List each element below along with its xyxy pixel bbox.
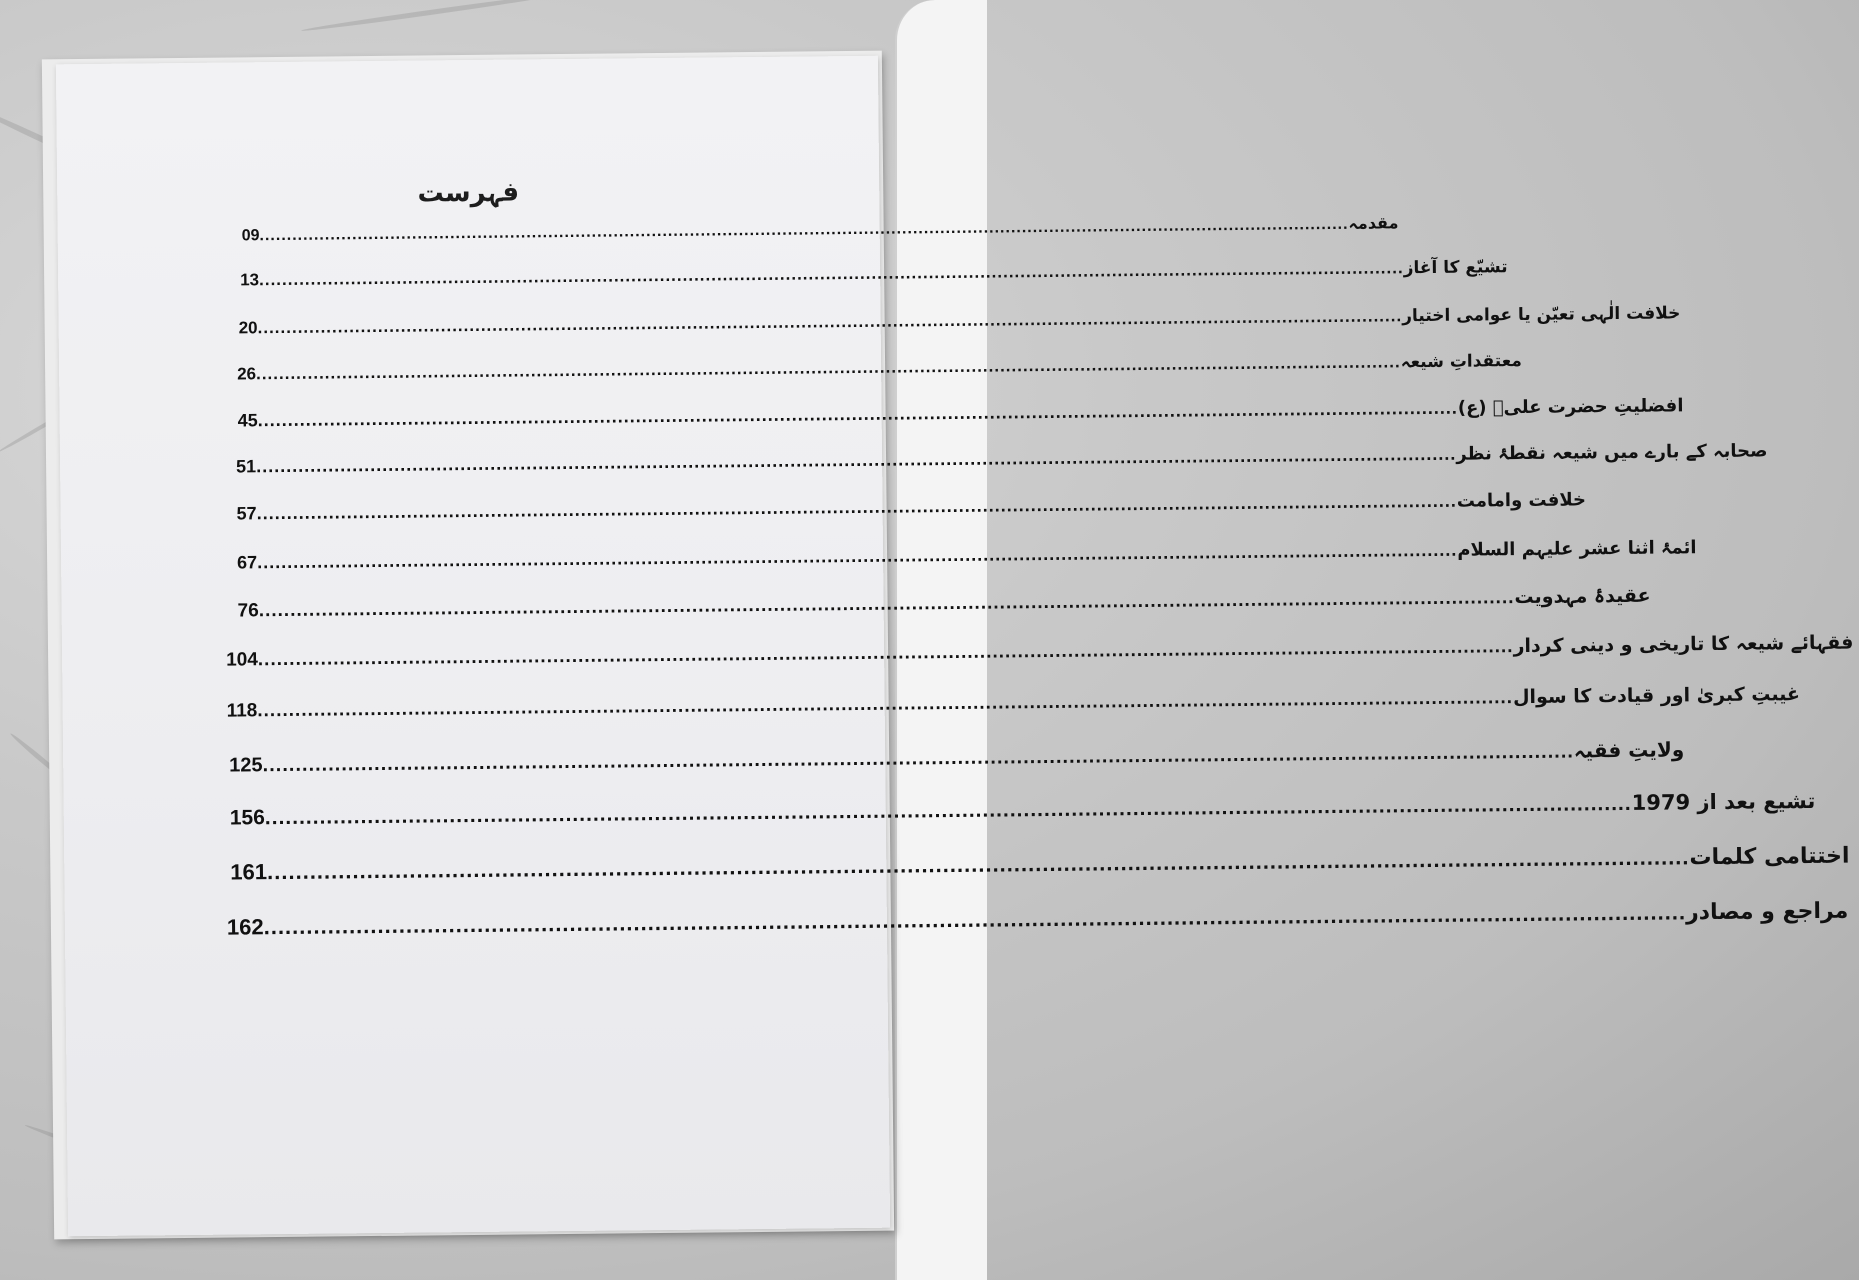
toc-entry-title: غیبتِ کبریٰ اور قیادت کا سوال	[1512, 683, 1801, 709]
toc-page-number: 13	[240, 270, 260, 290]
toc-entry	[226, 898, 1849, 940]
toc-page-number: 20	[238, 318, 258, 338]
toc-page-number: 104	[226, 649, 258, 671]
toc-entry	[237, 395, 1684, 432]
marble-vein	[301, 0, 559, 33]
toc-entry-title: مقدمہ	[1348, 213, 1399, 233]
toc-page-number: 67	[237, 552, 258, 573]
toc-dot-leader: ........................................................................................................................................................................................................	[257, 636, 1514, 671]
toc-page-number: 57	[236, 503, 257, 524]
toc-dot-leader: ........................................................................................................................................................................................................	[255, 352, 1401, 384]
adjacent-page-edge	[895, 0, 987, 1280]
toc-entry	[237, 537, 1697, 574]
toc-dot-leader: ........................................................................................................................................................................................................	[256, 490, 1457, 524]
toc-dot-leader: ........................................................................................................................................................................................................	[257, 306, 1403, 338]
toc-dot-leader: ........................................................................................................................................................................................................	[263, 899, 1687, 940]
toc-entry-title: اختتامی کلمات	[1689, 843, 1850, 871]
toc-dot-leader: ........................................................................................................................................................................................................	[264, 791, 1632, 830]
toc-entry-title: ولایتِ فقیہ	[1573, 737, 1685, 763]
toc-entry	[238, 303, 1681, 339]
toc-entry-title: عقیدۂ مہدویت	[1514, 584, 1651, 609]
toc-entry-title: افضلیتِ حضرت علیؑ (ع)	[1457, 395, 1684, 419]
toc-entry-title: تشیّع کا آغاز	[1403, 257, 1508, 279]
toc-entry	[229, 788, 1816, 831]
toc-entry-title: خلافت الٰہی تعیّن یا عوامی اختیار	[1402, 303, 1681, 327]
toc-entry-title: تشیع بعد از 1979	[1631, 788, 1816, 815]
toc-dot-leader: ........................................................................................................................................................................................................	[259, 215, 1349, 245]
toc-entry	[236, 440, 1768, 478]
toc-dot-leader: ........................................................................................................................................................................................................	[256, 443, 1457, 477]
toc-dot-leader: ........................................................................................................................................................................................................	[258, 258, 1404, 290]
toc-entry-title: معتقداتِ شیعہ	[1400, 351, 1522, 373]
toc-dot-leader: ........................................................................................................................................................................................................	[262, 740, 1574, 777]
toc-dot-leader: ........................................................................................................................................................................................................	[257, 539, 1458, 573]
table-of-contents	[56, 56, 1854, 1237]
toc-entry	[226, 683, 1801, 723]
toc-dot-leader: ........................................................................................................................................................................................................	[257, 687, 1514, 722]
toc-entry	[237, 351, 1522, 385]
book-page	[56, 56, 1854, 1237]
toc-page-number: 162	[226, 914, 264, 940]
toc-dot-leader: ........................................................................................................................................................................................................	[266, 844, 1690, 885]
toc-dot-leader: ........................................................................................................................................................................................................	[258, 587, 1515, 622]
toc-page-number: 51	[236, 456, 257, 477]
toc-entry-title: فقہائے شیعہ کا تاریخی و دینی کردار	[1513, 631, 1854, 658]
toc-entry	[236, 489, 1587, 525]
toc-entry	[230, 843, 1850, 886]
toc-entry	[237, 584, 1651, 623]
toc-page-number: 45	[237, 410, 258, 431]
toc-page-number: 26	[237, 364, 257, 384]
toc-heading: فہرست	[417, 177, 520, 209]
toc-entry-title: مراجع و مصادر	[1685, 898, 1849, 926]
toc-entry	[240, 257, 1508, 291]
toc-page-number: 156	[229, 806, 265, 830]
toc-page-number: 118	[226, 700, 258, 722]
toc-entry	[229, 737, 1685, 778]
toc-page-number: 125	[229, 754, 263, 777]
toc-entry-title: ائمۂ اثنا عشر علیہم السلام	[1457, 537, 1697, 561]
toc-page-number: 09	[241, 227, 260, 245]
toc-page-number: 161	[230, 859, 268, 885]
toc-page-number: 76	[237, 600, 259, 622]
toc-entry	[226, 631, 1854, 672]
toc-entry-title: صحابہ کے بارے میں شیعہ نقطۂ نظر	[1456, 440, 1768, 465]
toc-dot-leader: ........................................................................................................................................................................................................	[257, 397, 1458, 431]
toc-entry-title: خلافت وامامت	[1456, 489, 1587, 512]
toc-entry	[241, 213, 1399, 246]
